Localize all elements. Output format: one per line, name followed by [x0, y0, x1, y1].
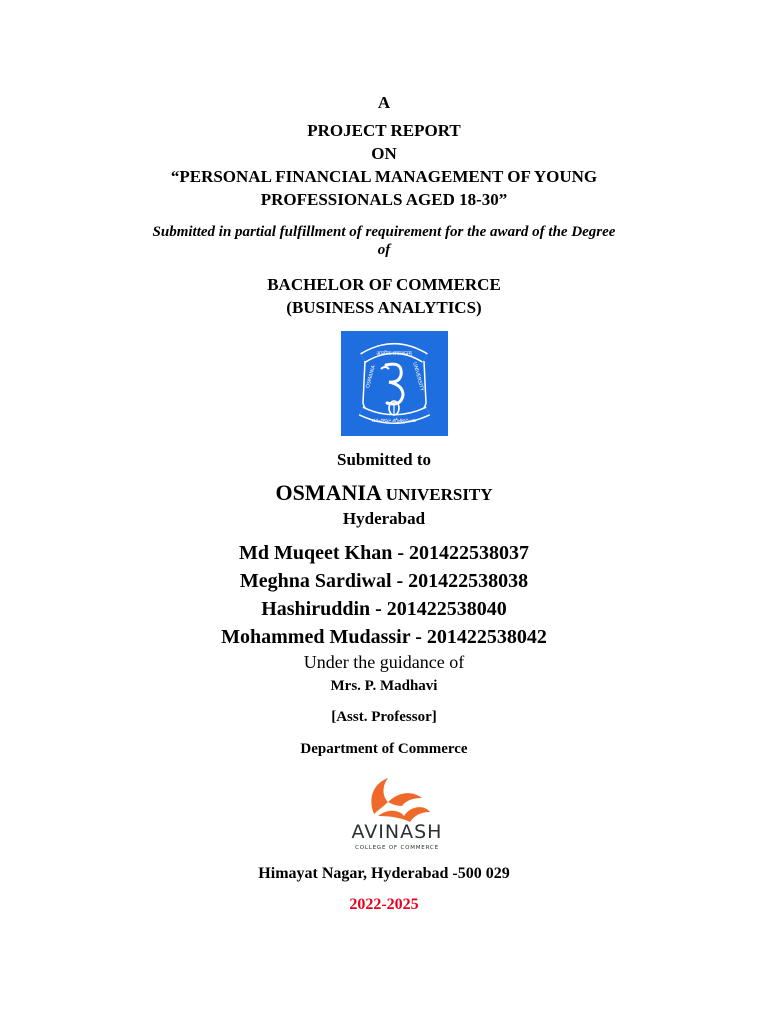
college-name-text: AVINASH	[351, 821, 443, 843]
student-3: Hashiruddin - 201422538040	[261, 598, 507, 620]
avinash-college-logo	[338, 770, 456, 854]
degree-line-2: (BUSINESS ANALYTICS)	[286, 298, 482, 317]
academic-year: 2022-2025	[349, 896, 419, 913]
report-title-line-1: “PERSONAL FINANCIAL MANAGEMENT OF YOUNG	[170, 167, 598, 186]
logo-right-text: UNIVERSITY	[411, 361, 425, 392]
logo-left-text: OSMANIA	[365, 364, 377, 389]
osmania-emblem-icon	[341, 331, 448, 436]
student-2: Meghna Sardiwal - 201422538038	[239, 570, 529, 592]
logo-bottom-motto: తమసోమా జ్యోతిర్గమయ	[371, 419, 417, 424]
university-city: Hyderabad	[342, 509, 426, 528]
submission-note-line-1: Submitted in partial fulfillment of requirement for the award of the Degree	[152, 224, 616, 240]
student-1: Md Muqeet Khan - 201422538037	[239, 542, 529, 564]
university-name	[0, 480, 768, 506]
college-address: Himayat Nagar, Hyderabad -500 029	[258, 865, 510, 882]
university-name-first: OSMANIA	[275, 480, 382, 505]
degree-line-1: BACHELOR OF COMMERCE	[267, 275, 501, 294]
college-subtitle-text: COLLEGE OF COMMERCE	[355, 845, 439, 851]
guide-designation: [Asst. Professor]	[331, 709, 437, 725]
department-name: Department of Commerce	[300, 741, 468, 757]
submitted-to-label: Submitted to	[337, 450, 431, 469]
title-a: A	[377, 93, 391, 112]
university-name-second: UNIVERSITY	[385, 485, 493, 504]
logo-top-motto: आलोक प्रकाशनम्	[376, 351, 412, 357]
title-on: ON	[371, 144, 397, 163]
osmania-university-logo	[341, 331, 448, 436]
guide-name: Mrs. P. Madhavi	[330, 678, 438, 694]
student-4: Mohammed Mudassir - 201422538042	[221, 626, 547, 648]
title-project-report: PROJECT REPORT	[307, 121, 461, 140]
guidance-label: Under the guidance of	[303, 652, 465, 672]
report-title-line-2: PROFESSIONALS AGED 18-30”	[260, 190, 508, 209]
submission-note-line-2: of	[377, 242, 391, 258]
avinash-flame-icon	[338, 770, 456, 854]
